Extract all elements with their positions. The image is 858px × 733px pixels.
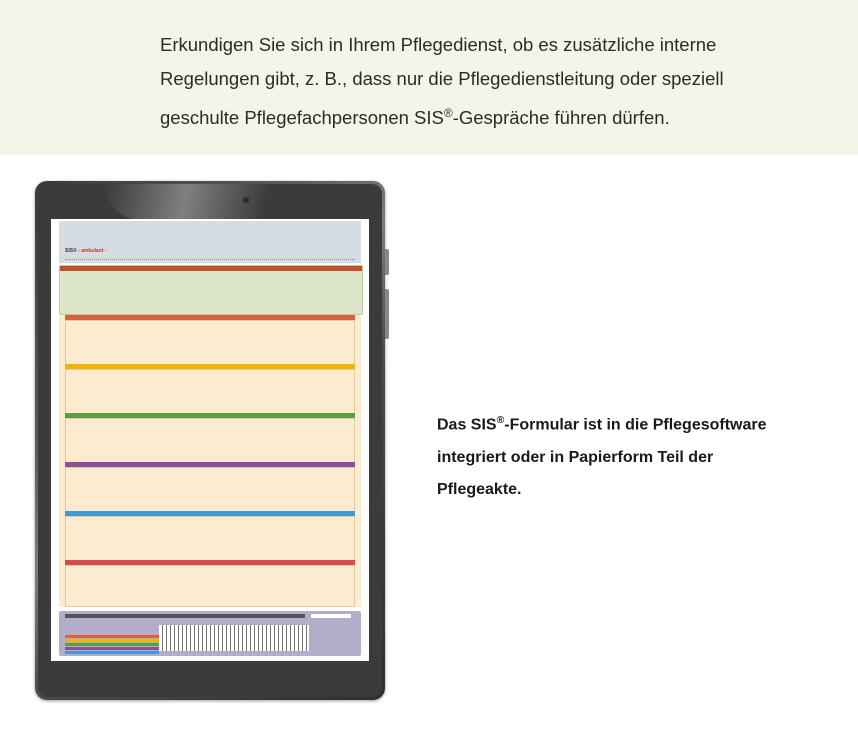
- tablet-image: [35, 181, 385, 700]
- banner-text: [160, 28, 800, 135]
- side-button: [385, 249, 389, 275]
- caption-line-1: Das SIS®-Formular ist in die Pflegesoftware: [437, 415, 767, 434]
- info-banner: [0, 0, 858, 155]
- form-section-green: [59, 265, 363, 315]
- camera-icon: [243, 197, 249, 203]
- form-header: [59, 221, 361, 263]
- banner-line-1: Erkundigen Sie sich in Ihrem Pflegedienst, ob es zusätzliche interne: [160, 34, 717, 55]
- section-bar: [60, 266, 362, 271]
- caption-line-2: integriert oder in Papierform Teil der: [437, 448, 714, 466]
- form-preview: [51, 219, 369, 661]
- risk-grid: [159, 625, 309, 651]
- banner-line-2: Regelungen gibt, z. B., dass nur die Pflegedienstleitung oder speziell: [160, 68, 724, 89]
- caption-line-3: Pflegeakte.: [437, 481, 522, 499]
- side-button: [385, 289, 389, 339]
- form-title: SIS® - ambulant -: [65, 248, 107, 254]
- banner-line-3: geschulte Pflegefachpersonen SIS®-Gespräche führen dürfen.: [160, 106, 670, 129]
- form-themes-area: [59, 315, 361, 607]
- image-caption: [437, 405, 817, 507]
- form-risk-table: [59, 611, 361, 656]
